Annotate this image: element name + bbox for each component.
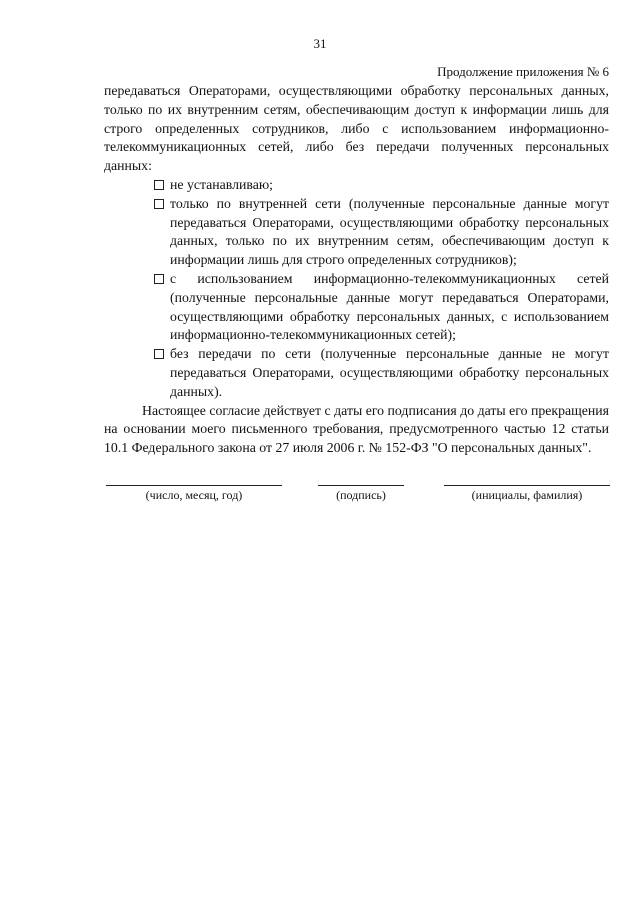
checkbox-icon[interactable] xyxy=(154,349,164,359)
checkbox-icon[interactable] xyxy=(154,180,164,190)
document-body xyxy=(104,82,609,458)
option-telecom-networks xyxy=(154,270,609,345)
signature-caption: (подпись) xyxy=(336,488,386,502)
date-caption: (число, месяц, год) xyxy=(145,488,243,502)
checkbox-icon[interactable] xyxy=(154,274,164,284)
option-no-network-transfer xyxy=(154,345,609,401)
option-not-set xyxy=(154,176,609,195)
intro-paragraph: передаваться Операторами, осуществляющими обработку персональных данных, только по их внутренним сетям, обеспечивающим доступ к информации лишь для строго определенных сотрудников, либо с использованием информационно-телекоммуникационных сетей, либо без передачи полученных персональных данных: xyxy=(104,83,609,174)
name-field xyxy=(444,485,610,502)
date-field xyxy=(106,485,282,502)
name-caption: (инициалы, фамилия) xyxy=(471,488,583,502)
signature-block xyxy=(104,485,610,515)
page-number: 31 xyxy=(313,36,327,51)
option-label: только по внутренней сети (полученные персональные данные могут передаваться Операторами, осуществляющими обработку персональных данных, только по их внутренним сетям, обеспечивающим доступ к информации лишь для строго определенных сотрудников); xyxy=(170,195,609,268)
closing-paragraph: Настоящее согласие действует с даты его подписания до даты его прекращения на основании моего письменного требования, предусмотренного частью 12 статьи 10.1 Федерального закона от 27 июля 2006 г. № 152-ФЗ "О персональных данных". xyxy=(104,402,609,456)
date-signature-line[interactable] xyxy=(106,485,282,486)
option-internal-network xyxy=(154,195,609,270)
name-signature-line[interactable] xyxy=(444,485,610,486)
signature-field xyxy=(318,485,404,502)
option-label: без передачи по сети (полученные персональные данные не могут передаваться Операторами, осуществляющими обработку персональных данных). xyxy=(170,346,609,399)
option-label: с использованием информационно-телекоммуникационных сетей (полученные персональные данные могут передаваться Операторами, осуществляющими обработку персональных данных, с использованием информационно-телекоммуникационных сетей); xyxy=(170,270,609,343)
consent-options-list xyxy=(104,176,609,402)
signature-line[interactable] xyxy=(318,485,404,486)
option-label: не устанавливаю; xyxy=(170,176,274,192)
checkbox-icon[interactable] xyxy=(154,199,164,209)
appendix-continuation-label: Продолжение приложения № 6 xyxy=(437,64,609,79)
